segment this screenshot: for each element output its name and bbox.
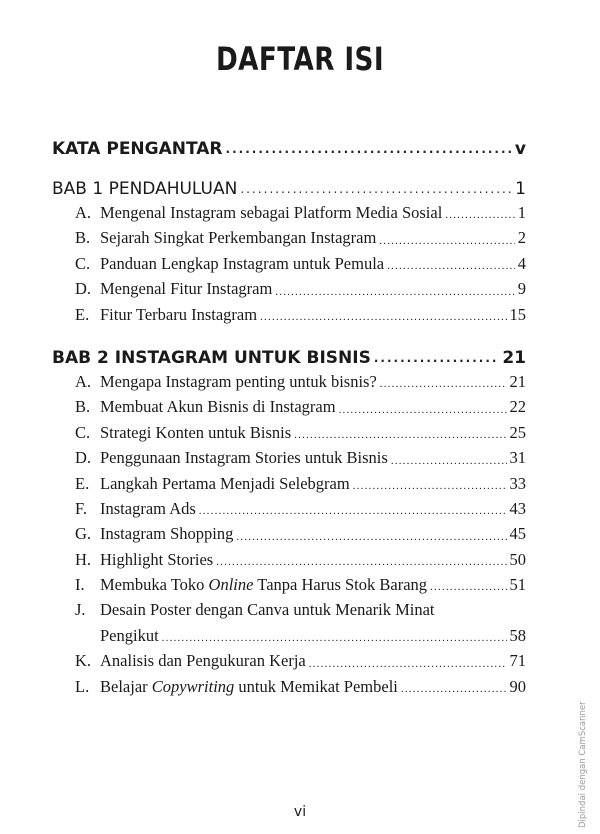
dot-leader: [379, 236, 514, 246]
entry-page: 58: [509, 625, 526, 645]
toc-entry: [52, 276, 526, 301]
entry-text: Instagram Shopping: [100, 524, 234, 544]
entry-text: Mengenal Instagram sebagai Platform Media Sosial: [100, 202, 443, 222]
toc-entry: [52, 420, 526, 445]
toc-entry: [52, 648, 526, 673]
entry-page: 25: [509, 422, 526, 442]
entry-page: 21: [509, 371, 526, 391]
entry-letter: D.: [75, 448, 92, 468]
dot-leader: [226, 144, 512, 154]
chapter-label: BAB 2 INSTAGRAM UNTUK BISNIS: [52, 347, 371, 368]
toc-entry: [52, 496, 526, 521]
chapter-label: BAB 1 PENDAHULUAN: [52, 179, 238, 199]
entry-text-continued: Pengikut: [100, 625, 159, 645]
dot-leader: [387, 261, 515, 271]
entry-text: Membuat Akun Bisnis di Instagram: [100, 397, 336, 417]
toc-entry: [52, 572, 526, 597]
table-of-contents: [52, 138, 526, 699]
entry-page: 51: [509, 575, 526, 595]
entry-letter: E.: [75, 473, 90, 493]
dot-leader: [339, 405, 507, 415]
page-number: vi: [293, 804, 307, 820]
entry-text: Panduan Lengkap Instagram untuk Pemula: [100, 253, 385, 273]
dot-leader: [401, 684, 507, 694]
entry-letter: A.: [75, 371, 92, 391]
toc-entry: [52, 471, 526, 496]
preface-page: v: [514, 139, 526, 159]
entry-letter: C.: [75, 422, 91, 442]
entry-page: 9: [517, 279, 526, 299]
dot-leader: [391, 456, 507, 466]
entry-page: 50: [509, 549, 526, 569]
entry-text: Instagram Ads: [100, 498, 196, 518]
toc-preface: [52, 138, 526, 160]
dot-leader: [162, 633, 507, 643]
toc-chapter-2: [52, 347, 526, 369]
dot-leader: [380, 379, 507, 389]
toc-entry: [52, 302, 526, 327]
entry-text: [100, 572, 427, 597]
entry-text: Desain Poster dengan Canva untuk Menarik Minat: [100, 600, 435, 620]
entry-page: 15: [509, 304, 526, 324]
entry-page: 4: [517, 253, 526, 273]
entry-letter: L.: [75, 676, 90, 696]
entry-letter: I.: [75, 575, 85, 595]
entry-page: 45: [509, 524, 526, 544]
dot-leader: [216, 557, 506, 567]
dot-leader: [309, 659, 507, 669]
toc-entry: [52, 674, 526, 699]
entry-text: Sejarah Singkat Perkembangan Instagram: [100, 228, 377, 248]
dot-leader: [374, 353, 499, 363]
entry-page: 33: [509, 473, 526, 493]
entry-letter: J.: [75, 600, 86, 620]
entry-text: Analisis dan Pengukuran Kerja: [100, 651, 306, 671]
entry-page: 71: [509, 651, 526, 671]
entry-letter: H.: [75, 549, 92, 569]
entry-text-part: Belajar: [100, 676, 152, 696]
entry-page: 22: [509, 397, 526, 417]
chapter-page: 21: [502, 347, 526, 368]
toc-entry: [52, 597, 526, 648]
scanner-watermark: Dipindai dengan CamScanner: [578, 701, 588, 828]
entry-letter: K.: [75, 651, 92, 671]
page-title: DAFTAR ISI: [215, 40, 385, 78]
entry-text: Strategi Konten untuk Bisnis: [100, 422, 292, 442]
entry-text-italic: Online: [208, 575, 254, 595]
toc-chapter-1: [52, 178, 526, 200]
preface-label: KATA PENGANTAR: [52, 139, 223, 159]
entry-text: Penggunaan Instagram Stories untuk Bisnis: [100, 448, 388, 468]
dot-leader: [430, 582, 506, 592]
entry-letter: B.: [75, 397, 91, 417]
toc-entry: [52, 547, 526, 572]
entry-text-part: Membuka Toko: [100, 575, 209, 595]
toc-entry: [52, 369, 526, 394]
entry-page: 90: [509, 676, 526, 696]
dot-leader: [275, 287, 514, 297]
chapter-page: 1: [515, 179, 526, 199]
entry-letter: A.: [75, 202, 92, 222]
toc-entry: [52, 200, 526, 225]
entry-page: 43: [509, 498, 526, 518]
dot-leader: [260, 312, 506, 322]
toc-entry: [52, 445, 526, 470]
entry-text-part: Tanpa Harus Stok Barang: [253, 575, 428, 595]
dot-leader: [353, 481, 507, 491]
dot-leader: [294, 430, 506, 440]
entry-text-italic: Copywriting: [151, 676, 235, 696]
toc-entry: [52, 225, 526, 250]
entry-text: Fitur Terbaru Instagram: [100, 304, 258, 324]
entry-letter: B.: [75, 228, 91, 248]
toc-entry: [52, 251, 526, 276]
entry-text: Mengapa Instagram penting untuk bisnis?: [100, 371, 377, 391]
entry-text: Highlight Stories: [100, 549, 214, 569]
dot-leader: [199, 506, 507, 516]
dot-leader: [445, 210, 514, 220]
toc-entry: [52, 521, 526, 546]
entry-letter: F.: [75, 498, 87, 518]
entry-letter: D.: [75, 279, 92, 299]
entry-text: Langkah Pertama Menjadi Selebgram: [100, 473, 350, 493]
entry-text: [100, 674, 398, 699]
dot-leader: [240, 184, 512, 194]
entry-text-part: untuk Memikat Pembeli: [234, 676, 398, 696]
entry-letter: C.: [75, 253, 91, 273]
entry-letter: G.: [75, 524, 92, 544]
dot-leader: [236, 532, 506, 542]
entry-page: 2: [517, 228, 526, 248]
entry-text: Mengenal Fitur Instagram: [100, 279, 273, 299]
entry-page: 31: [509, 448, 526, 468]
toc-entry: [52, 394, 526, 419]
entry-letter: E.: [75, 304, 90, 324]
entry-page: 1: [517, 202, 526, 222]
